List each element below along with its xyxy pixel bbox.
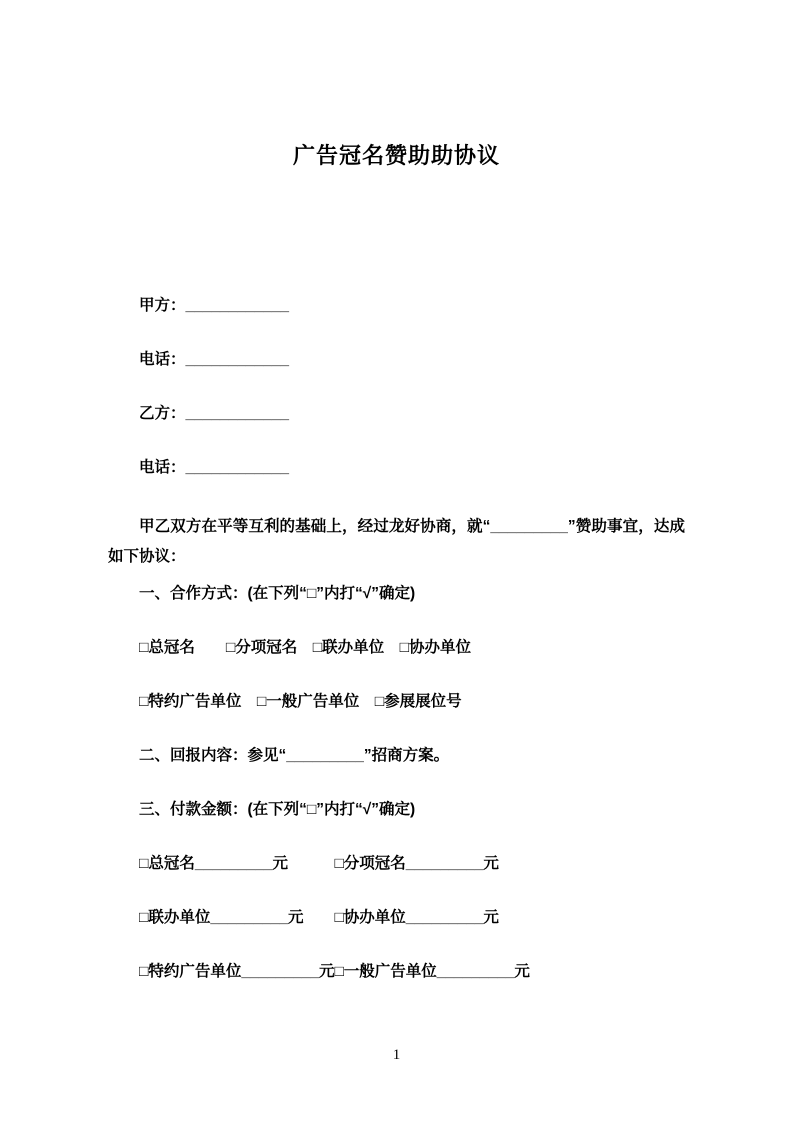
party-a-phone-line [108,350,685,370]
section3-amount-row-2: □联办单位_________元 □协办单位_________元 [139,909,499,926]
party-b-label: 乙方： [139,405,186,422]
section1-heading: 一、合作方式：(在下列“□”内打“√”确定) [139,585,416,602]
section2-heading: 二、回报内容：参见“_________”招商方案。 [139,747,450,764]
section1-checkbox-row-1: □总冠名 □分项冠名 □联办单位 □协办单位 [139,639,471,656]
party-b-phone-label: 电话： [139,459,186,476]
party-a-label: 甲方： [139,297,186,314]
party-a-blank: ____________ [185,297,289,314]
section3-amount-row-1: □总冠名_________元 □分项冠名_________元 [139,855,499,872]
intro-paragraph: 甲乙双方在平等互利的基础上，经过龙好协商，就“_________”赞助事宜，达成如下协议： [108,518,685,565]
section3-heading: 三、付款金额：(在下列“□”内打“√”确定) [139,801,416,818]
section3-amount-row-3: □特约广告单位_________元□一般广告单位_________元 [139,963,530,980]
page-number: 1 [392,1047,401,1063]
party-b-phone-blank: ____________ [185,459,289,476]
party-fields [108,296,685,478]
party-b-line [108,404,685,424]
party-a-phone-label: 电话： [139,351,186,368]
section1-checkbox-row-2: □特约广告单位 □一般广告单位 □参展展位号 [139,693,462,710]
party-b-blank: ____________ [185,405,289,422]
party-a-line [108,296,685,316]
party-a-phone-blank: ____________ [185,351,289,368]
document-title: 广告冠名赞助助协议 [292,143,500,168]
party-b-phone-line [108,458,685,478]
